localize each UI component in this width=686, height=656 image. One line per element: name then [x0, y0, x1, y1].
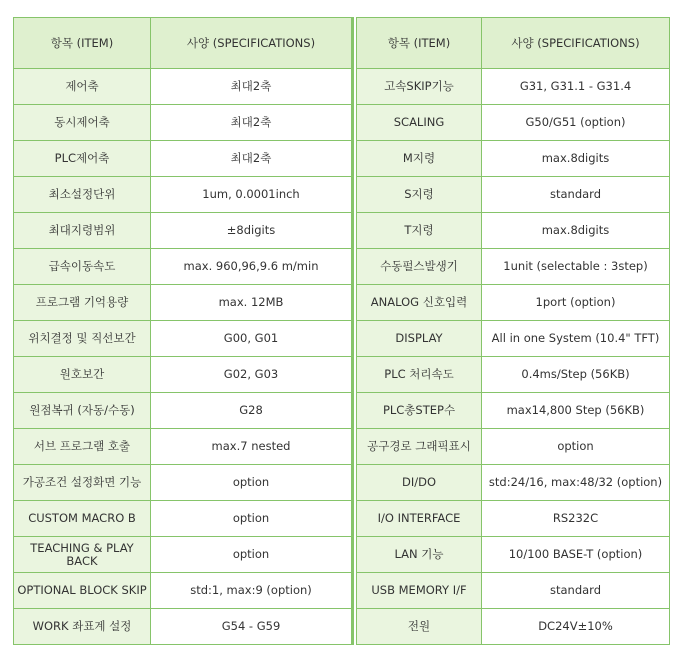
item-cell: 수동펄스발생기	[357, 249, 482, 285]
header-spec: 사양 (SPECIFICATIONS)	[482, 18, 670, 69]
item-cell: 프로그램 기억용량	[14, 285, 151, 321]
table-row	[357, 213, 670, 249]
spec-cell: standard	[482, 573, 670, 609]
spec-cell: option	[151, 501, 352, 537]
item-cell: DISPLAY	[357, 321, 482, 357]
spec-cell: All in one System (10.4" TFT)	[482, 321, 670, 357]
item-cell: 원호보간	[14, 357, 151, 393]
table-divider	[352, 17, 354, 645]
spec-cell: 1unit (selectable : 3step)	[482, 249, 670, 285]
spec-table-right-body	[357, 69, 670, 645]
spec-cell: standard	[482, 177, 670, 213]
table-row	[14, 609, 352, 645]
header-item: 항목 (ITEM)	[357, 18, 482, 69]
table-row	[357, 141, 670, 177]
spec-cell: 최대2축	[151, 105, 352, 141]
spec-cell: G31, G31.1 - G31.4	[482, 69, 670, 105]
spec-table-right	[356, 17, 670, 645]
table-row	[357, 357, 670, 393]
item-cell: CUSTOM MACRO B	[14, 501, 151, 537]
item-cell: OPTIONAL BLOCK SKIP	[14, 573, 151, 609]
spec-cell: RS232C	[482, 501, 670, 537]
table-row	[357, 177, 670, 213]
table-row	[14, 249, 352, 285]
spec-cell: DC24V±10%	[482, 609, 670, 645]
spec-cell: option	[151, 465, 352, 501]
spec-cell: G00, G01	[151, 321, 352, 357]
table-row	[14, 177, 352, 213]
item-cell: SCALING	[357, 105, 482, 141]
item-cell: T지령	[357, 213, 482, 249]
item-cell: LAN 기능	[357, 537, 482, 573]
table-row	[14, 357, 352, 393]
spec-cell: 1um, 0.0001inch	[151, 177, 352, 213]
header-item: 항목 (ITEM)	[14, 18, 151, 69]
table-row	[14, 537, 352, 573]
spec-cell: max. 960,96,9.6 m/min	[151, 249, 352, 285]
table-row	[14, 285, 352, 321]
item-cell: 제어축	[14, 69, 151, 105]
spec-cell: option	[482, 429, 670, 465]
item-cell: PLC제어축	[14, 141, 151, 177]
item-cell: M지령	[357, 141, 482, 177]
spec-cell: std:1, max:9 (option)	[151, 573, 352, 609]
header-row	[357, 18, 670, 69]
spec-cell: max.7 nested	[151, 429, 352, 465]
item-cell: 공구경로 그래픽표시	[357, 429, 482, 465]
item-cell: S지령	[357, 177, 482, 213]
spec-cell: max.8digits	[482, 141, 670, 177]
table-row	[357, 501, 670, 537]
spec-table-left	[13, 17, 352, 645]
spec-cell: 0.4ms/Step (56KB)	[482, 357, 670, 393]
item-cell: 서브 프로그램 호출	[14, 429, 151, 465]
item-cell: 가공조건 설정화면 기능	[14, 465, 151, 501]
table-row	[14, 141, 352, 177]
item-cell: TEACHING & PLAY BACK	[14, 537, 151, 573]
spec-cell: max. 12MB	[151, 285, 352, 321]
item-cell: PLC 처리속도	[357, 357, 482, 393]
table-row	[14, 69, 352, 105]
item-cell: 원점복귀 (자동/수동)	[14, 393, 151, 429]
header-row	[14, 18, 352, 69]
table-row	[357, 609, 670, 645]
table-row	[357, 69, 670, 105]
header-spec: 사양 (SPECIFICATIONS)	[151, 18, 352, 69]
table-row	[357, 537, 670, 573]
table-row	[14, 573, 352, 609]
item-cell: WORK 좌표계 설정	[14, 609, 151, 645]
spec-cell: max14,800 Step (56KB)	[482, 393, 670, 429]
table-row	[14, 321, 352, 357]
spec-cell: G02, G03	[151, 357, 352, 393]
spec-cell: 최대2축	[151, 69, 352, 105]
table-row	[357, 321, 670, 357]
spec-cell: 최대2축	[151, 141, 352, 177]
item-cell: PLC총STEP수	[357, 393, 482, 429]
spec-cell: G54 - G59	[151, 609, 352, 645]
item-cell: 고속SKIP기능	[357, 69, 482, 105]
table-row	[14, 501, 352, 537]
table-row	[14, 465, 352, 501]
item-cell: USB MEMORY I/F	[357, 573, 482, 609]
item-cell: I/O INTERFACE	[357, 501, 482, 537]
table-row	[357, 105, 670, 141]
spec-cell: G28	[151, 393, 352, 429]
spec-cell: 1port (option)	[482, 285, 670, 321]
spec-cell: ±8digits	[151, 213, 352, 249]
table-row	[357, 285, 670, 321]
item-cell: 위치결정 및 직선보간	[14, 321, 151, 357]
item-cell: 급속이동속도	[14, 249, 151, 285]
table-row	[357, 249, 670, 285]
item-cell: 최대지령범위	[14, 213, 151, 249]
table-row	[357, 393, 670, 429]
spec-cell: option	[151, 537, 352, 573]
item-cell: 전원	[357, 609, 482, 645]
table-row	[14, 105, 352, 141]
spec-cell: 10/100 BASE-T (option)	[482, 537, 670, 573]
spec-cell: G50/G51 (option)	[482, 105, 670, 141]
item-cell: DI/DO	[357, 465, 482, 501]
item-cell: ANALOG 신호입력	[357, 285, 482, 321]
table-row	[357, 429, 670, 465]
table-row	[357, 465, 670, 501]
table-row	[357, 573, 670, 609]
table-row	[14, 429, 352, 465]
item-cell: 동시제어축	[14, 105, 151, 141]
table-row	[14, 213, 352, 249]
spec-cell: std:24/16, max:48/32 (option)	[482, 465, 670, 501]
table-row	[14, 393, 352, 429]
spec-cell: max.8digits	[482, 213, 670, 249]
spec-table-left-body	[14, 69, 352, 645]
item-cell: 최소설정단위	[14, 177, 151, 213]
